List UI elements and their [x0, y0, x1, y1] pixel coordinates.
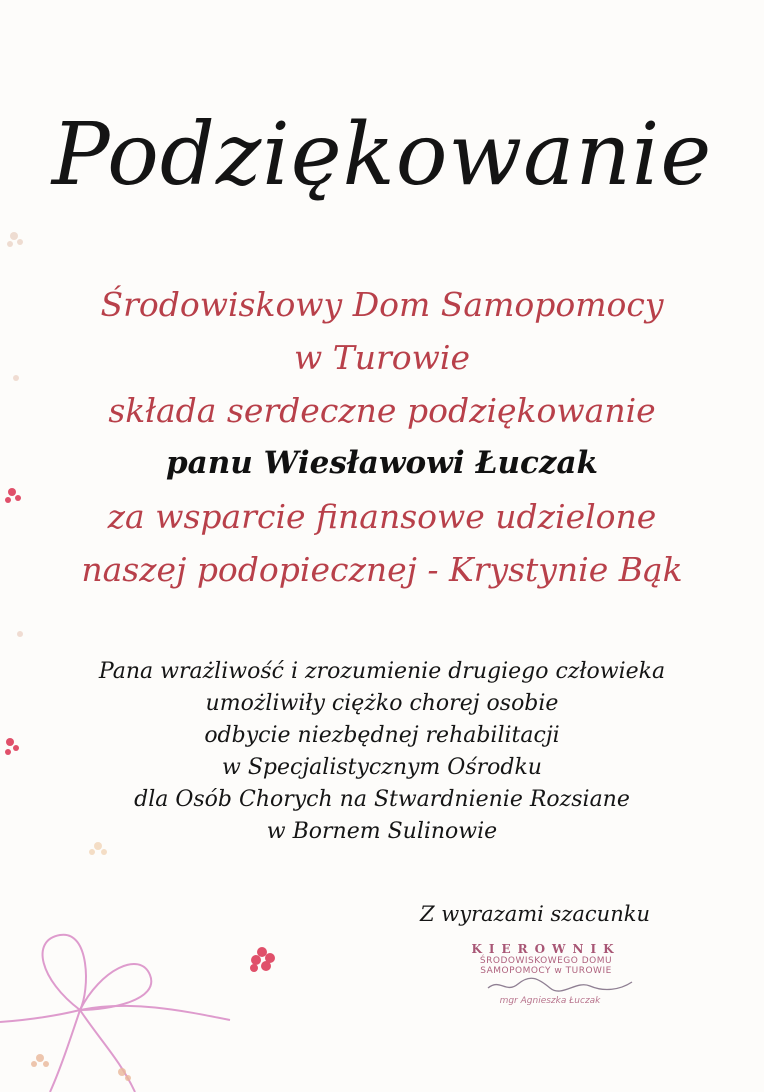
stamp-line: SAMOPOMOCY w TUROWIE	[480, 966, 612, 976]
flower-icon	[31, 1054, 131, 1081]
body-line: dla Osób Chorych na Stwardnienie Rozsiane	[134, 787, 630, 812]
flower-icon	[7, 232, 23, 247]
official-stamp	[440, 942, 652, 1012]
flower-icon	[250, 947, 275, 972]
page-title: Podziękowanie	[51, 105, 713, 205]
stamp-line: ŚRODOWISKOWEGO DOMU	[479, 956, 613, 966]
dedication-line: naszej podopiecznej - Krystynie Bąk	[81, 550, 683, 589]
body-line: w Bornem Sulinowie	[266, 819, 498, 844]
recipient-name: panu Wiesławowi Łuczak	[165, 445, 599, 481]
dedication-line: Środowiskowy Dom Samopomocy	[100, 285, 664, 324]
body-text	[0, 656, 764, 848]
dedication-line: za wsparcie finansowe udzielone	[107, 497, 657, 536]
dedication-line: składa serdeczne podziękowanie	[108, 391, 656, 430]
body-line: umożliwiły ciężko chorej osobie	[205, 691, 559, 716]
ribbon-icon	[0, 935, 230, 1092]
closing-text: Z wyrazami szacunku	[420, 902, 650, 926]
dedication-block	[0, 278, 764, 596]
body-line: odbycie niezbędnej rehabilitacji	[204, 723, 560, 748]
stamp-title: KIEROWNIK	[471, 942, 621, 956]
body-line: Pana wrażliwość i zrozumienie drugiego człowieka	[98, 659, 666, 684]
stamp-name: mgr Agnieszka Łuczak	[499, 996, 601, 1006]
body-line: w Specjalistycznym Ośrodku	[222, 755, 542, 780]
signature-icon	[480, 974, 640, 996]
dedication-line: w Turowie	[294, 338, 470, 377]
